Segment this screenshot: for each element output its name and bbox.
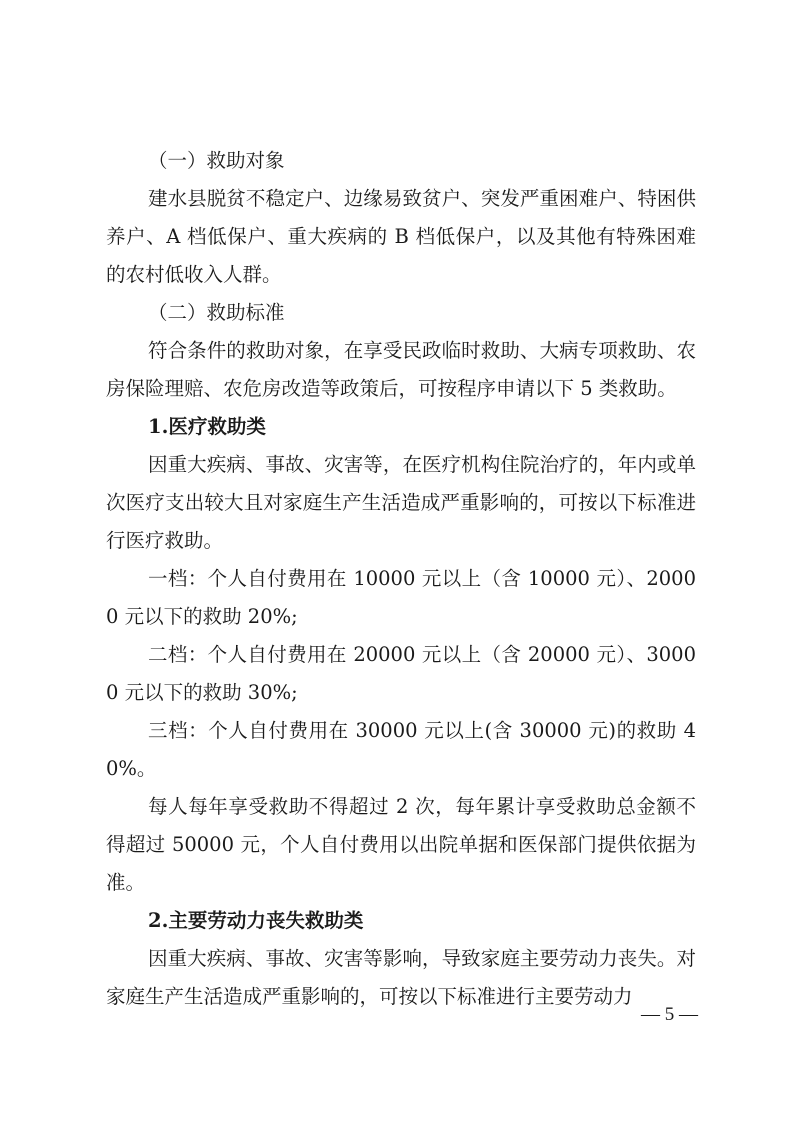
paragraph-rescue-standards: 符合条件的救助对象，在享受民政临时救助、大病专项救助、农房保险理赔、农危房改造等政策后，可按程序申请以下 5 类救助。	[106, 339, 696, 400]
page-number: — 5 —	[641, 1004, 698, 1025]
paragraph-rescue-targets: 建水县脱贫不稳定户、边缘易致贫户、突发严重困难户、特困供养户、A 档低保户、重大疾病的 B 档低保户，以及其他有特殊困难的农村低收入人群。	[106, 187, 696, 286]
paragraph-medical-aid: 因重大疾病、事故、灾害等，在医疗机构住院治疗的，年内或单次医疗支出较大且对家庭生产生活造成严重影响的，可按以下标准进行医疗救助。	[106, 453, 696, 552]
paragraph-tier-two: 二档：个人自付费用在 20000 元以上（含 20000 元）、30000 元以下的救助 30%;	[106, 643, 696, 704]
paragraph-tier-one: 一档：个人自付费用在 10000 元以上（含 10000 元）、20000 元以下的救助 20%;	[106, 567, 696, 628]
subheading-medical-aid: 1.医疗救助类	[148, 415, 266, 438]
section-heading-rescue-targets: （一）救助对象	[148, 149, 285, 172]
paragraph-aid-limits: 每人每年享受救助不得超过 2 次，每年累计享受救助总金额不得超过 50000 元，个人自付费用以出院单据和医保部门提供依据为准。	[106, 795, 696, 894]
document-body	[106, 142, 696, 1016]
section-heading-rescue-standards: （二）救助标准	[148, 301, 285, 324]
paragraph-tier-three: 三档：个人自付费用在 30000 元以上(含 30000 元)的救助 40%。	[106, 719, 696, 780]
subheading-labor-loss-aid: 2.主要劳动力丧失救助类	[148, 909, 364, 932]
paragraph-labor-loss-aid: 因重大疾病、事故、灾害等影响，导致家庭主要劳动力丧失。对家庭生产生活造成严重影响的，可按以下标准进行主要劳动力	[106, 947, 696, 1008]
